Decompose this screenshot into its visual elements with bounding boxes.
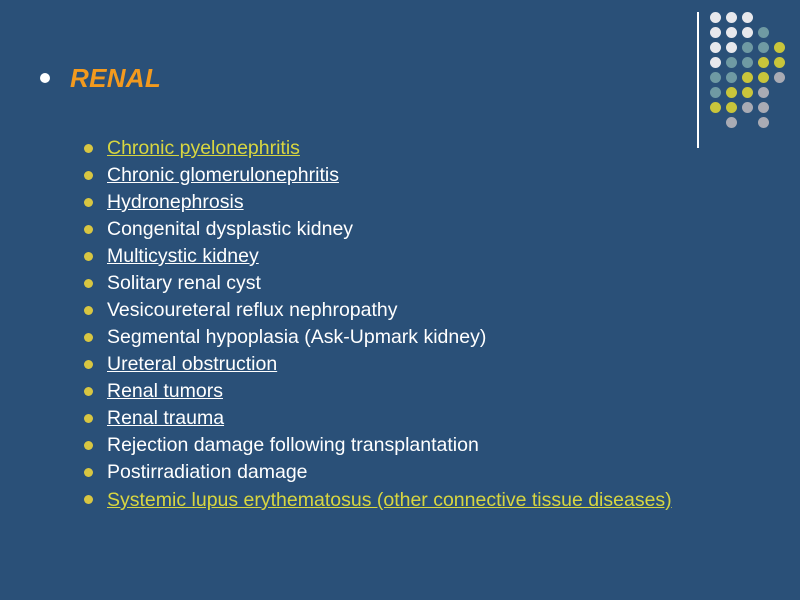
bullet-icon xyxy=(84,171,93,180)
slide-title: RENAL xyxy=(70,62,162,93)
list-item-text: Segmental hypoplasia (Ask-Upmark kidney) xyxy=(107,326,487,348)
list-item-text: Solitary renal cyst xyxy=(107,272,261,294)
list-item-link[interactable]: Chronic glomerulonephritis xyxy=(107,164,339,186)
list-item xyxy=(84,351,684,378)
dot xyxy=(710,12,721,23)
bullet-icon xyxy=(84,198,93,207)
dot xyxy=(758,87,769,98)
dot xyxy=(758,117,769,128)
divider-line xyxy=(697,12,699,148)
dot xyxy=(742,102,753,113)
dot xyxy=(774,72,785,83)
dot xyxy=(710,27,721,38)
title-row xyxy=(40,60,161,96)
bullet-icon xyxy=(84,414,93,423)
dot xyxy=(726,57,737,68)
title-bullet-icon xyxy=(40,73,50,83)
dot xyxy=(726,42,737,53)
dot xyxy=(774,57,785,68)
bullet-icon xyxy=(84,360,93,369)
bullet-icon xyxy=(84,306,93,315)
dot xyxy=(710,72,721,83)
list-item xyxy=(84,216,684,243)
bullet-icon xyxy=(84,225,93,234)
dot xyxy=(726,87,737,98)
list-item-link[interactable]: Renal trauma xyxy=(107,407,225,429)
dot xyxy=(758,102,769,113)
list-item xyxy=(84,405,684,432)
dot xyxy=(726,27,737,38)
list-item-link[interactable]: Ureteral obstruction xyxy=(107,353,278,375)
list-item-link[interactable]: Systemic lupus erythematosus (other connective tissue diseases) xyxy=(107,489,672,511)
list-item xyxy=(84,162,684,189)
list-item xyxy=(84,270,684,297)
dot xyxy=(758,57,769,68)
bullet-icon xyxy=(84,387,93,396)
decorative-dot-grid xyxy=(710,12,790,132)
bullet-icon xyxy=(84,468,93,477)
dot xyxy=(726,12,737,23)
list-item xyxy=(84,189,684,216)
list-item xyxy=(84,243,684,270)
dot xyxy=(742,42,753,53)
list-item xyxy=(84,459,684,486)
dot xyxy=(710,42,721,53)
dot xyxy=(726,117,737,128)
dot xyxy=(710,87,721,98)
dot xyxy=(710,102,721,113)
list-item-link[interactable]: Chronic pyelonephritis xyxy=(107,137,300,159)
list-item xyxy=(84,378,684,405)
bullet-icon xyxy=(84,279,93,288)
list-item-link[interactable]: Hydronephrosis xyxy=(107,191,244,213)
dot xyxy=(726,102,737,113)
dot xyxy=(758,72,769,83)
dot xyxy=(742,87,753,98)
list-item-text: Rejection damage following transplantation xyxy=(107,434,479,456)
list-item xyxy=(84,135,684,162)
bullet-icon xyxy=(84,252,93,261)
list-item xyxy=(84,432,684,459)
dot xyxy=(774,42,785,53)
list-item-text: Vesicoureteral reflux nephropathy xyxy=(107,299,398,321)
dot xyxy=(742,57,753,68)
list-item-text: Congenital dysplastic kidney xyxy=(107,218,354,240)
bullet-icon xyxy=(84,441,93,450)
list-item xyxy=(84,297,684,324)
list-item xyxy=(84,324,684,351)
dot xyxy=(726,72,737,83)
dot xyxy=(742,72,753,83)
dot xyxy=(758,27,769,38)
dot xyxy=(742,27,753,38)
bullet-icon xyxy=(84,144,93,153)
list-item xyxy=(84,486,684,511)
dot xyxy=(758,42,769,53)
bullet-icon xyxy=(84,333,93,342)
dot xyxy=(710,57,721,68)
renal-causes-list xyxy=(84,135,684,511)
dot xyxy=(742,12,753,23)
list-item-link[interactable]: Renal tumors xyxy=(107,380,223,402)
list-item-text: Postirradiation damage xyxy=(107,461,308,483)
list-item-link[interactable]: Multicystic kidney xyxy=(107,245,259,267)
bullet-icon xyxy=(84,495,93,504)
